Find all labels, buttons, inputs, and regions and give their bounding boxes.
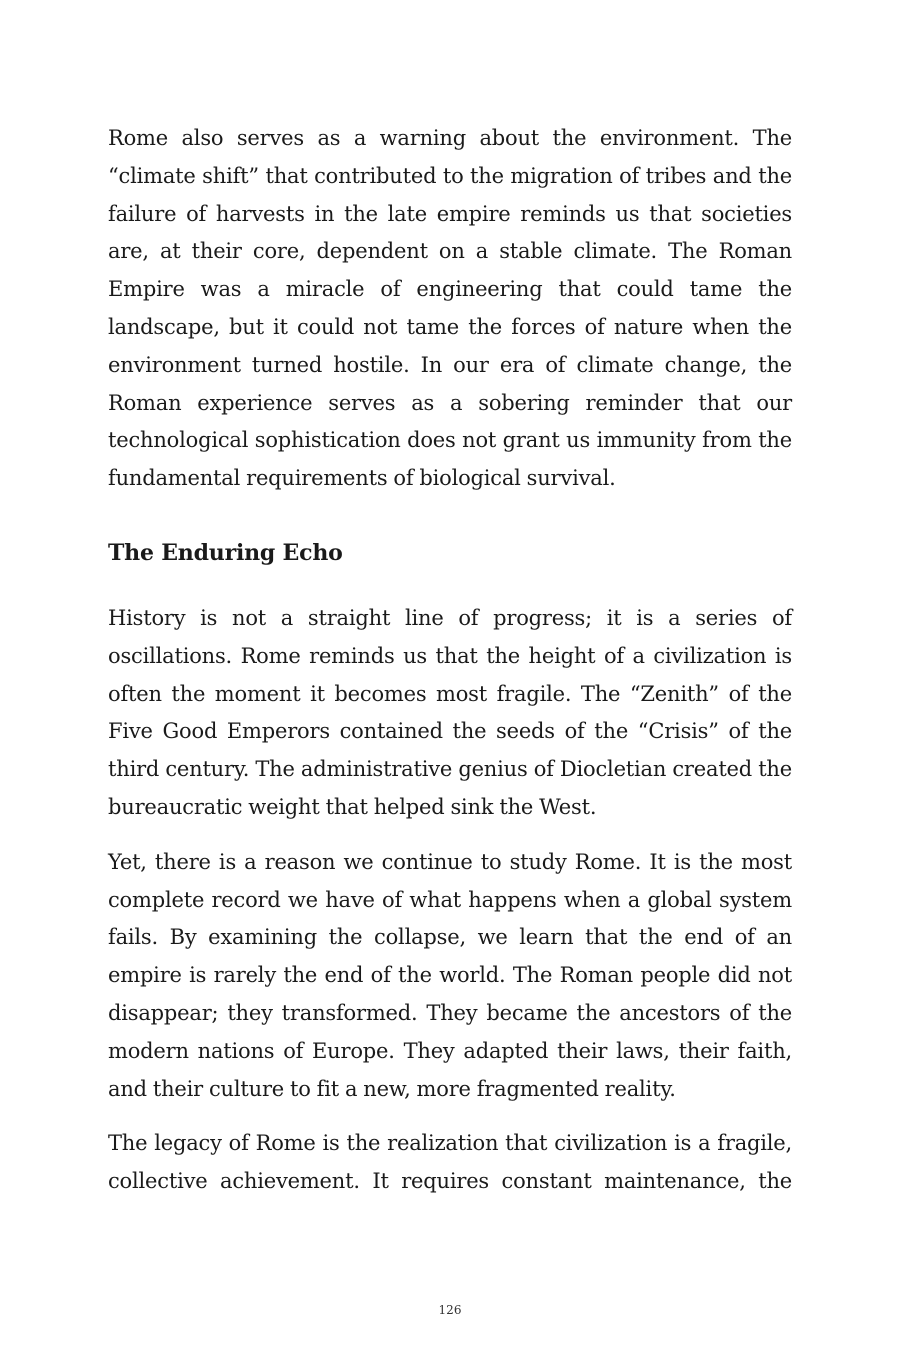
paragraph-oscillations: History is not a straight line of progress; it is a series of oscillations. Rome reminds us that the height of a civilization is often the moment it becomes most fragile. The “Zenith” of the Five Good Emperors contained the seeds of the “Crisis” of the third century. The administrative genius of Diocletian created the bureaucratic weight that helped sink the West. bbox=[108, 605, 792, 819]
page-body bbox=[108, 120, 792, 1201]
page-number: 126 bbox=[438, 1303, 462, 1317]
paragraph-environment-warning: Rome also serves as a warning about the environment. The “climate shift” that contributed to the migration of tribes and the failure of harvests in the late empire reminds us that societies are, at their core, dependent on a stable climate. The Roman Empire was a miracle of engineering that could tame the landscape, but it could not tame the forces of nature when the environment turned hostile. In our era of climate change, the Roman experience serves as a sobering reminder that our technological sophistication does not grant us immunity from the fundamental requirements of biological survival. bbox=[108, 126, 792, 491]
paragraph-study-rome: Yet, there is a reason we continue to study Rome. It is the most complete record we have of what happens when a global system fails. By examining the collapse, we learn that the end of an empire is rarely the end of the world. The Roman people did not disappear; they transformed. They became the ancestors of the modern nations of Europe. They adapted their laws, their faith, and their culture to fit a new, more fragmented reality. bbox=[108, 849, 792, 1101]
paragraph-legacy: The legacy of Rome is the realization that civilization is a fragile, collective achievement. It requires constant maintenance, the bbox=[108, 1131, 792, 1194]
section-heading: The Enduring Echo bbox=[108, 539, 343, 566]
